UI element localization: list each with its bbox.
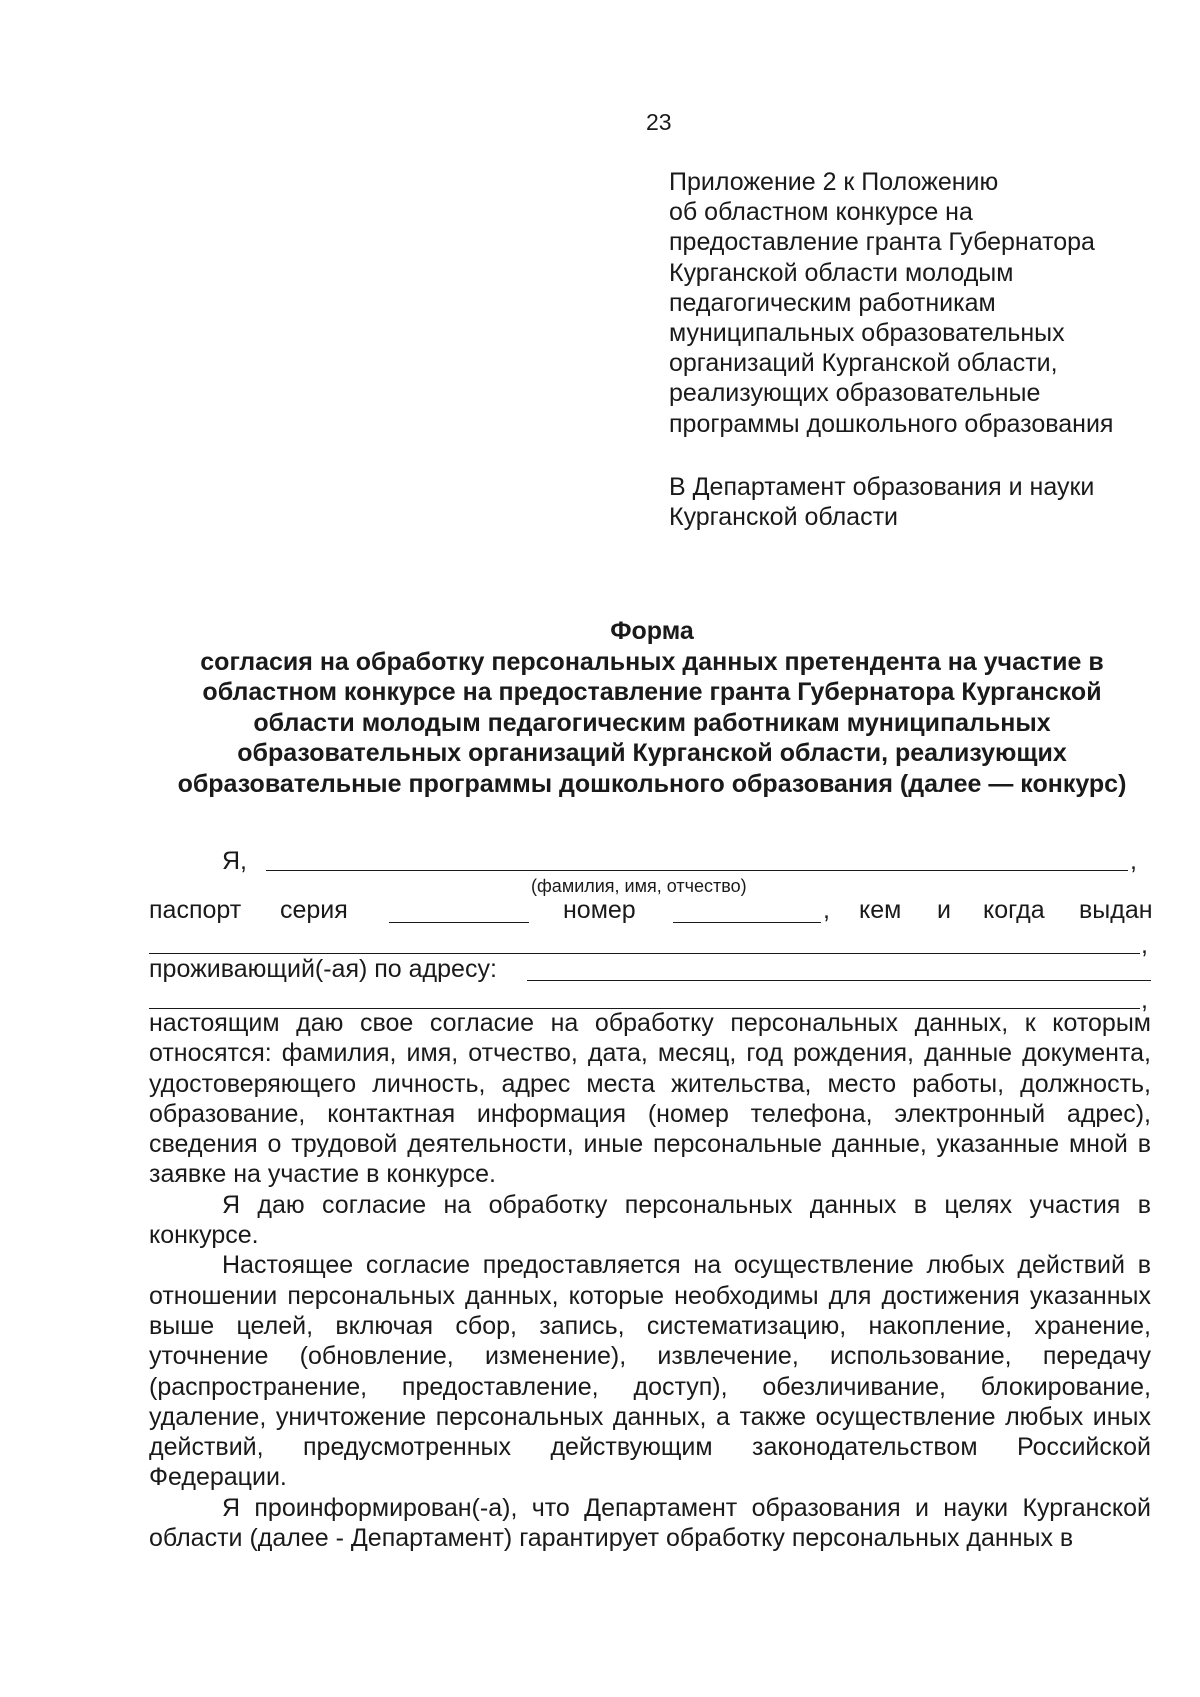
number-comma: , [823, 896, 830, 924]
form-title-line: областном конкурсе на предоставление гранта Губернатора Курганской [202, 678, 1102, 706]
form-title-line: образовательные программы дошкольного образования (далее — конкурс) [177, 769, 1127, 798]
appendix-line: муниципальных образовательных [669, 319, 1065, 348]
fio-fill-line[interactable] [266, 870, 1128, 871]
page-number: 23 [646, 109, 672, 135]
appendix-line: программы дошкольного образования [669, 409, 1114, 438]
consent-paragraph: Я даю согласие на обработку персональных данных в целях участия в конкурсе. [149, 1190, 1151, 1250]
appendix-line: предоставление гранта Губернатора [669, 228, 1095, 257]
consent-paragraph: настоящим даю свое согласие на обработку персональных данных, к которым относятся: фамилия, имя, отчество, дата, месяц, год рождения, данные документа, удостоверяющего личность, адрес места жительства, место работы, должность, образование, контактная информация (номер телефона, электронный адрес), сведения о трудовой деятельности, иные персональные данные, указанные мной в заявке на участие в конкурсе. [149, 1009, 1151, 1189]
appendix-line: об областном конкурсе на [669, 198, 973, 227]
form-title-line: согласия на обработку персональных данных претендента на участие в [200, 647, 1104, 676]
and-label: и [937, 896, 951, 924]
form-title-line: образовательных организаций Курганской области, реализующих [237, 739, 1067, 767]
consent-body [149, 1008, 1151, 1553]
issued-comma: , [1141, 931, 1148, 959]
when-label: когда [983, 896, 1045, 924]
appendix-line: Курганской области молодым [669, 258, 1014, 287]
appendix-line: организаций Курганской области, [669, 349, 1058, 378]
series-fill-line[interactable] [389, 922, 529, 923]
addressee-line: Курганской области [669, 503, 899, 532]
fio-comma: , [1130, 847, 1137, 875]
address-comma: , [1141, 986, 1148, 1014]
number-label: номер [563, 896, 636, 924]
appendix-line: реализующих образовательные [669, 379, 1041, 408]
issued-label: выдан [1079, 896, 1153, 924]
series-label: серия [280, 896, 348, 924]
form-title-line: Форма [610, 617, 694, 645]
appendix-line: педагогическим работникам [669, 288, 996, 317]
passport-label: паспорт [149, 896, 242, 924]
consent-paragraph: Настоящее согласие предоставляется на осуществление любых действий в отношении персональных данных, которые необходимы для достижения указанных выше целей, включая сбор, запись, систематизацию, накопление, хранение, уточнение (обновление, изменение), извлечение, использование, передачу (распространение, предоставление, доступ), обезличивание, блокирование, удаление, уничтожение персональных данных, а также осуществление любых иных действий, предусмотренных действующим законодательством Российской Федерации. [149, 1251, 1151, 1492]
appendix-reference [669, 167, 1189, 439]
addressee [669, 472, 1189, 532]
number-fill-line[interactable] [673, 922, 821, 923]
form-title-line: области молодым педагогическим работникам муниципальных [253, 708, 1051, 737]
form-title [130, 616, 1174, 799]
residing-label: проживающий(-ая) по адресу: [149, 955, 497, 983]
address-fill-line[interactable] [527, 980, 1151, 981]
appendix-line: Приложение 2 к Положению [669, 168, 999, 196]
issued-by-label: кем [859, 896, 902, 924]
consent-paragraph: Я проинформирован(-а), что Департамент образования и науки Курганской области (далее - Департамент) гарантирует обработку персональных данных в [149, 1493, 1151, 1553]
fio-hint: (фамилия, имя, отчество) [531, 876, 747, 896]
i-label: Я, [222, 847, 247, 875]
addressee-line: В Департамент образования и науки [669, 473, 1095, 501]
